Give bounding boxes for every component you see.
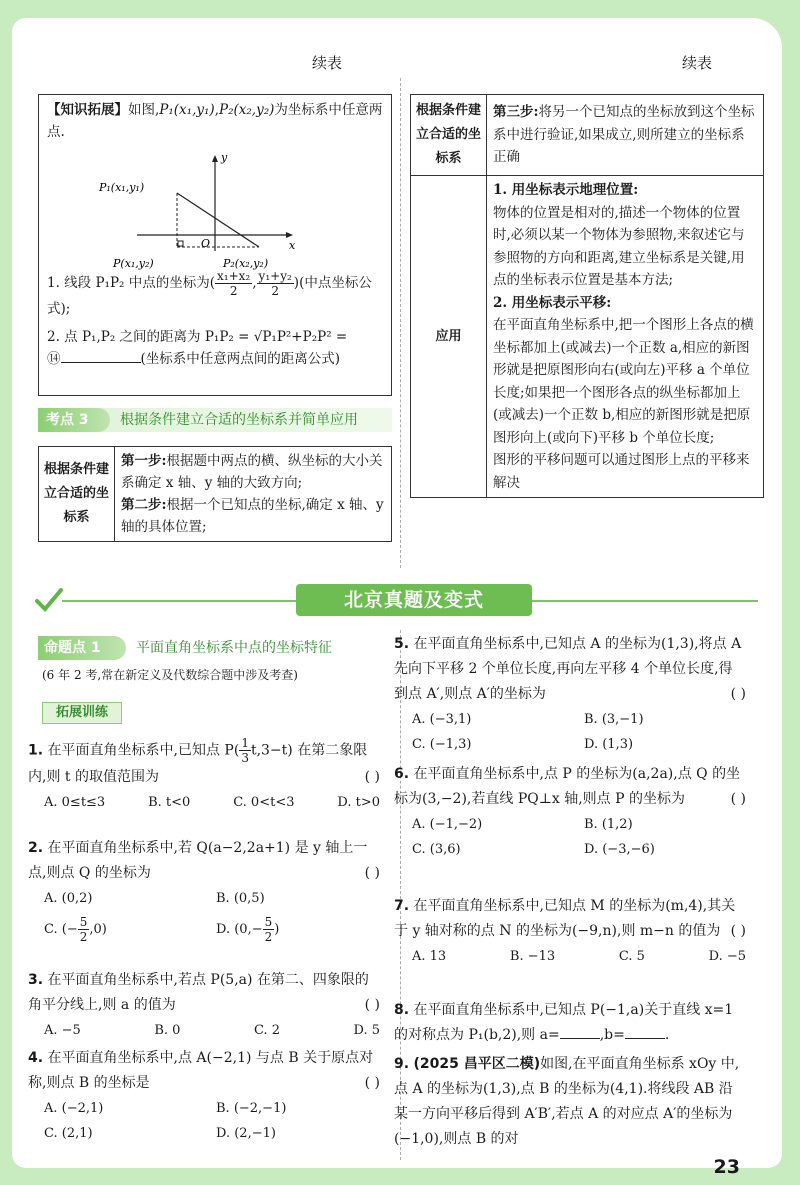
- header-left: 续表: [312, 54, 343, 72]
- q5-option-d[interactable]: D. (1,3): [584, 737, 634, 752]
- coordinate-figure: [97, 151, 357, 270]
- q1-option-c[interactable]: C. 0<t<3: [233, 795, 295, 810]
- q6-options: [394, 812, 746, 862]
- method-table-1: [38, 446, 392, 542]
- q2-options-2: [28, 915, 380, 944]
- q7-option-a[interactable]: A. 13: [412, 949, 447, 964]
- q3-text: 在平面直角坐标系中,若点 P(5,a) 在第二、四象限的角平分线上,则 a 的值为: [28, 972, 369, 1013]
- kaodian-heading: [38, 408, 392, 432]
- q1-frac-num: 1: [241, 736, 249, 750]
- question-2: [28, 836, 380, 944]
- step1-text: 根据题中两点的横、纵坐标的大小关系确定 x 轴、y 轴的大致方向;: [121, 453, 383, 491]
- frac-y-den: 2: [271, 284, 279, 298]
- q4-option-b[interactable]: B. (−2,−1): [216, 1101, 287, 1116]
- q9-text: 如图,在平面直角坐标系 xOy 中,点 A 的坐标为(1,3),点 B 的坐标为(4,1).将线段 AB 沿某一方向平移后得到 A′B′,若点 A 的对应点 A′的坐标为(−1,0),则点 B 的对: [394, 1056, 740, 1147]
- x-arrow: [286, 232, 293, 238]
- mingti-title: 平面直角坐标系中点的坐标特征: [136, 640, 332, 656]
- q3-option-a[interactable]: A. −5: [44, 1023, 81, 1038]
- app-heading-1: 1. 用坐标表示地理位置:: [493, 182, 639, 198]
- q1-option-d[interactable]: D. t>0: [337, 795, 380, 810]
- knowledge-box: [38, 94, 392, 396]
- q7-option-c[interactable]: C. 5: [618, 949, 645, 964]
- q5-option-b[interactable]: B. (3,−1): [584, 712, 644, 727]
- q7-option-b[interactable]: B. −13: [509, 949, 556, 964]
- q4-option-a[interactable]: A. (−2,1): [44, 1101, 104, 1116]
- knowledge-tag: 【知识拓展】: [47, 102, 128, 118]
- q4-option-d[interactable]: D. (2,−1): [216, 1126, 276, 1141]
- question-9: [394, 1052, 746, 1152]
- table1-label: 根据条件建立合适的坐标系: [39, 447, 115, 542]
- table2-label-2: 应用: [411, 176, 487, 498]
- q2-answer-paren[interactable]: ( ): [364, 865, 380, 881]
- q7-option-d[interactable]: D. −5: [708, 949, 746, 964]
- step1-label: 第一步:: [121, 453, 167, 469]
- q4-number: 4.: [28, 1050, 44, 1066]
- q7-answer-paren[interactable]: ( ): [730, 923, 746, 939]
- q8-text-mid: ,b=: [599, 1027, 625, 1043]
- knowledge-intro: 【知识拓展】如图,P₁(x₁,y₁),P₂(x₂,y₂)为坐标系中任意两点.: [47, 102, 383, 140]
- q2-optd-a: D. (0,−: [216, 922, 263, 937]
- blank-number: ⑭: [47, 351, 61, 367]
- q1-options: [28, 790, 380, 815]
- q2-optc-num: 5: [79, 915, 88, 929]
- q2-option-b[interactable]: B. (0,5): [216, 891, 265, 906]
- distance-eq: =: [335, 329, 348, 345]
- q9-number: 9.: [394, 1056, 410, 1072]
- q4-options: [28, 1096, 380, 1146]
- q6-option-a[interactable]: A. (−1,−2): [412, 817, 483, 832]
- q2-optd-frac: [263, 915, 275, 944]
- question-6: [394, 762, 746, 862]
- distance-blank[interactable]: [61, 362, 141, 363]
- label-origin: O: [201, 237, 211, 250]
- frac-y: [257, 269, 294, 298]
- label-x: x: [289, 239, 296, 252]
- q8-text-end: .: [664, 1027, 670, 1043]
- q5-text: 在平面直角坐标系中,已知点 A 的坐标为(1,3),将点 A 先向下平移 2 个单位长度,再向左平移 4 个单位长度,得到点 A′,则点 A′的坐标为: [394, 636, 742, 702]
- q6-text: 在平面直角坐标系中,点 P 的坐标为(a,2a),点 Q 的坐标为(3,−2),若直线 PQ⊥x 轴,则点 P 的坐标为: [394, 766, 741, 807]
- q6-answer-paren[interactable]: ( ): [730, 791, 746, 807]
- question-5: [394, 632, 746, 757]
- q2-option-a[interactable]: A. (0,2): [44, 891, 93, 906]
- q1-option-a[interactable]: A. 0≤t≤3: [44, 795, 106, 810]
- q6-number: 6.: [394, 766, 410, 782]
- midpoint-b: (中点坐标公式);: [47, 275, 372, 317]
- intro-b: 为坐标系中任意两点.: [47, 102, 383, 140]
- step3-label: 第三步:: [493, 104, 539, 121]
- label-p: P(x₁,y₂): [113, 257, 154, 270]
- q1-number: 1.: [28, 742, 44, 759]
- q6-option-b[interactable]: B. (1,2): [584, 817, 633, 832]
- label-y: y: [221, 151, 228, 164]
- label-p1: P₁(x₁,y₁): [99, 181, 145, 194]
- q6-option-d[interactable]: D. (−3,−6): [584, 842, 655, 857]
- method-table-2: [410, 94, 764, 498]
- q6-option-c[interactable]: C. (3,6): [412, 842, 461, 857]
- q2-optc-frac: [78, 915, 90, 944]
- extension-label: 拓展训练: [42, 702, 122, 724]
- distance-b: (坐标系中任意两点间的距离公式): [140, 351, 341, 367]
- header-right: 续表: [682, 54, 713, 72]
- q2-optd-num: 5: [264, 915, 273, 929]
- q3-option-b[interactable]: B. 0: [154, 1023, 181, 1038]
- step3-text: 将另一个已知点的坐标放到这个坐标系中进行验证,如果成立,则所建立的坐标系正确: [493, 104, 755, 166]
- point-p2: P₂(x₂,y₂): [218, 102, 275, 118]
- frac-x-den: 2: [229, 284, 238, 298]
- q2-options: [28, 886, 380, 911]
- question-8: [394, 998, 746, 1048]
- q5-option-c[interactable]: C. (−1,3): [412, 737, 472, 752]
- page-number: 23: [713, 1156, 740, 1178]
- question-3: [28, 968, 380, 1043]
- section-banner: [34, 580, 776, 620]
- y-arrow: [212, 155, 218, 162]
- q2-optd-den: 2: [264, 930, 273, 944]
- q7-number: 7.: [394, 898, 410, 914]
- frac-x: [215, 269, 252, 298]
- check-icon: [34, 586, 64, 616]
- q8-number: 8.: [394, 1002, 410, 1018]
- distance-sqrt: √P₁P²+P₂P²: [253, 329, 332, 345]
- exam-note: (6 年 2 考,常在新定义及代数综合题中涉及考查): [42, 668, 298, 682]
- q2-optc-a: C. (−: [44, 922, 78, 937]
- q3-options: [28, 1018, 380, 1043]
- q5-option-a[interactable]: A. (−3,1): [412, 712, 472, 727]
- q2-text: 在平面直角坐标系中,若 Q(a−2,2a+1) 是 y 轴上一点,则点 Q 的坐标为: [28, 840, 368, 881]
- frac-y-num: y₁+y₂: [258, 269, 292, 283]
- frac-x-num: x₁+x₂: [217, 269, 251, 283]
- table2-application: [487, 176, 764, 498]
- q5-options: [394, 707, 746, 757]
- q1-text-b: t,3−t) 在第二象限内,则 t 的取值范围为: [28, 742, 368, 785]
- column-divider: [400, 78, 401, 568]
- app-para-2: 在平面直角坐标系中,把一个图形上各点的横坐标都加上(或减去)一个正数 a,相应的新图形就是把原图形向右(或向左)平移 a 个单位长度;如果把一个图形各点的纵坐标都加上(或减去)一个正数 b,相应的新图形就是把原图形向上(或向下)平移 b 个单位长度;: [493, 317, 754, 446]
- table2-step3: [487, 95, 764, 176]
- question-1: [28, 736, 380, 815]
- page: [12, 18, 782, 1178]
- right-angle-mark: [178, 241, 183, 246]
- q2-optd-b: ): [274, 922, 280, 937]
- question-4: [28, 1046, 380, 1146]
- q5-answer-paren[interactable]: ( ): [730, 686, 746, 702]
- q1-option-b[interactable]: B. t<0: [148, 795, 191, 810]
- kaodian-title: 根据条件建立合适的坐标系并简单应用: [120, 412, 358, 428]
- point-p1: P₁(x₁,y₁): [159, 102, 215, 118]
- kaodian-tag: 考点 3: [38, 408, 110, 432]
- q3-option-d[interactable]: D. 5: [353, 1023, 380, 1038]
- q2-option-c[interactable]: [44, 915, 216, 944]
- q2-number: 2.: [28, 840, 44, 856]
- table1-steps: [115, 447, 392, 542]
- q9-source-tag: (2025 昌平区二模): [413, 1056, 541, 1072]
- intro-a: 如图,: [128, 102, 160, 118]
- q7-text: 在平面直角坐标系中,已知点 M 的坐标为(m,4),其关于 y 轴对称的点 N 的坐标为(−9,n),则 m−n 的值为: [394, 898, 736, 939]
- question-7: [394, 894, 746, 969]
- midpoint-a: 1. 线段 P₁P₂ 中点的坐标为: [47, 275, 210, 291]
- q4-option-c[interactable]: C. (2,1): [44, 1126, 93, 1141]
- midpoint-formula: 1. 线段 P₁P₂ 中点的坐标为( $\frac{\text{x₁+x₂}}{2}$ , $\frac{\text{y₁+y₂}}{2}$ )(中点坐标公式);: [47, 269, 372, 317]
- q3-number: 3.: [28, 972, 44, 988]
- banner-title: 北京真题及变式: [296, 584, 532, 616]
- q1-text-a: 在平面直角坐标系中,已知点 P(: [47, 742, 240, 759]
- q1-frac: [239, 736, 251, 765]
- app-heading-2: 2. 用坐标表示平移:: [493, 294, 612, 311]
- q1-answer-paren[interactable]: ( ): [364, 769, 380, 785]
- q8-blank-a[interactable]: [560, 1038, 600, 1039]
- table2-label-1: 根据条件建立合适的坐标系: [411, 95, 487, 176]
- mingti-heading: [38, 636, 378, 660]
- label-p2: P₂(x₂,y₂): [223, 257, 269, 270]
- segment-p1p2: [177, 193, 259, 247]
- q7-options: [394, 944, 746, 969]
- step2-text: 根据一个已知点的坐标,确定 x 轴、y 轴的具体位置;: [121, 497, 384, 535]
- app-para-1: 物体的位置是相对的,描述一个物体的位置时,必须以某一个物体为参照物,来叙述它与参照物的方向和距离,建立坐标系是关键,用点的坐标表示位置是基本方法;: [493, 204, 745, 288]
- q8-text: 在平面直角坐标系中,已知点 P(−1,a)关于直线 x=1 的对称点为 P₁(b,2),则 a=: [394, 1002, 734, 1043]
- q2-optc-b: ,0): [89, 922, 107, 937]
- q2-option-d[interactable]: [216, 915, 280, 944]
- step2-label: 第二步:: [121, 497, 167, 513]
- distance-formula: [47, 326, 383, 370]
- q2-optc-den: 2: [79, 930, 88, 944]
- q3-answer-paren[interactable]: ( ): [364, 997, 380, 1013]
- q1-frac-den: 3: [241, 751, 249, 765]
- distance-a: 2. 点 P₁,P₂ 之间的距离为 P₁P₂ =: [47, 329, 250, 345]
- q4-text: 在平面直角坐标系中,点 A(−2,1) 与点 B 关于原点对称,则点 B 的坐标是: [28, 1050, 374, 1091]
- mingti-tag: 命题点 1: [38, 636, 126, 660]
- app-para-3: 图形的平移问题可以通过图形上点的平移来解决: [493, 452, 750, 491]
- q5-number: 5.: [394, 636, 410, 652]
- q4-answer-paren[interactable]: ( ): [364, 1075, 380, 1091]
- q3-option-c[interactable]: C. 2: [253, 1023, 280, 1038]
- q8-blank-b[interactable]: [625, 1038, 665, 1039]
